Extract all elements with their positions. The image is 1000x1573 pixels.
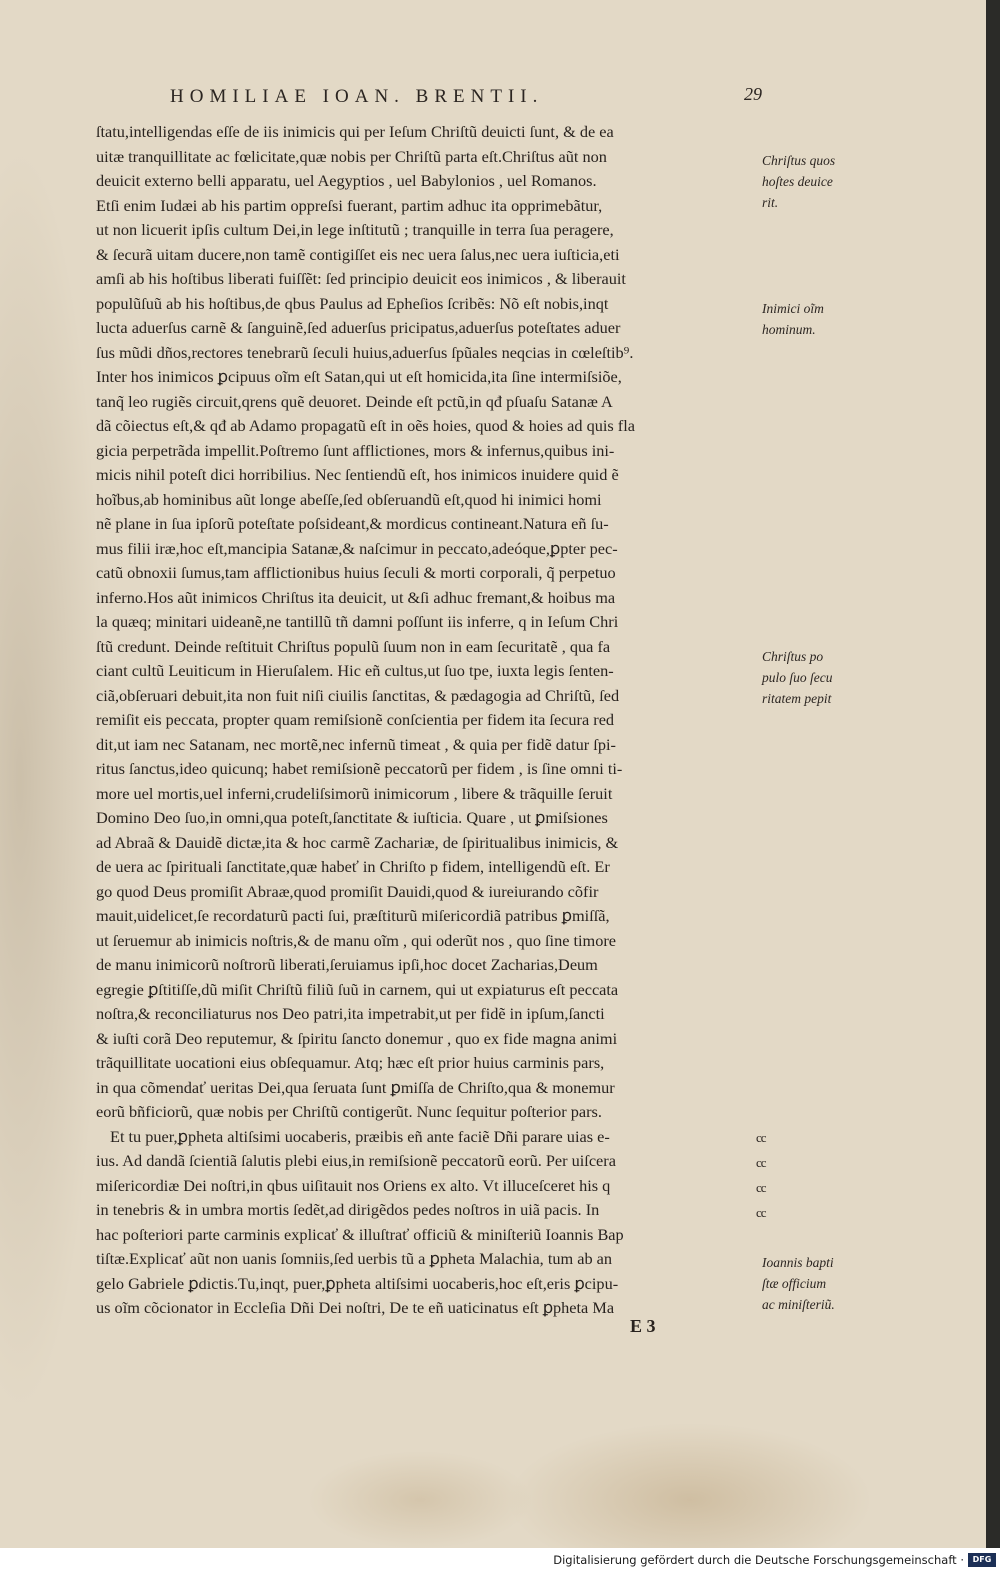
text-line: ſtũ credunt. Deinde reſtituit Chriſtus populũ ſuum non in eam ſecuritatẽ , qua fa	[96, 636, 611, 656]
footer-bar	[0, 1548, 1000, 1573]
marginal-note-1	[762, 150, 854, 213]
marginal-note-line: Chriſtus po	[762, 649, 824, 664]
text-line: in tenebris & in umbra mortis ſedẽt,ad dirigẽdos pedes noſtros in uiã pacis. In	[96, 1200, 600, 1219]
text-line: catũ obnoxii ſumus,tam afflictionibus huius ſeculi & morti corporali, q̃ perpetuo	[96, 563, 616, 582]
quote-mark: cc	[756, 1155, 766, 1170]
text-line: gelo Gabriele ꝑdictis.Tu,inqt, puer,ꝑpheta altiſsimi uocaberis,hoc eſt,eris ꝑcipu-	[96, 1273, 619, 1293]
text-line: de uera ac ſpirituali ſanctitate,quæ habeť in Chriſto p fidem, intelligendũ eſt. Er	[96, 857, 610, 876]
marginal-note-line: ac miniſteriũ.	[762, 1297, 835, 1312]
text-line: Et tu puer,ꝑpheta altiſsimi uocaberis, præibis eñ ante faciẽ Dñi parare uias e-	[110, 1126, 610, 1146]
text-line: de manu inimicorũ noſtrorũ liberati,ſeruiamus ipſi,hoc docet Zacharias,Deum	[96, 955, 598, 974]
text-line: inferno.Hos aũt inimicos Chriſtus ita deuicit, ut &ſi adhuc fremant,& hoibus ma	[96, 587, 616, 607]
signature-mark: E 3	[630, 1316, 656, 1336]
text-line: ſtatu,intelligendas eſſe de iis inimicis qui per Ieſum Chriſtũ deuicti ſunt, & de ea	[96, 122, 614, 141]
running-title: HOMILIAE IOAN. BRENTII.	[170, 86, 544, 107]
text-line: egregie ꝑſtitiſſe,dũ miſit Chriſtũ filiũ ſuũ in carnem, qui ut expiaturus eſt peccata	[96, 979, 619, 999]
text-line: uitæ tranquillitate ac fœlicitate,quæ nobis per Chriſtũ parta eſt.Chriſtus aũt non	[96, 146, 607, 166]
quote-mark: cc	[756, 1205, 766, 1220]
marginal-note-3	[762, 646, 854, 709]
text-line: tiſtæ.Explicať aũt non uanis ſomniis,ſed uerbis tũ a ꝑpheta Malachia, tum ab an	[96, 1249, 613, 1268]
text-line: la quæq; minitari uideanẽ,ne tantillũ tñ damni poſſunt iis inferre, q in Ieſum Chri	[96, 612, 619, 631]
text-line: ad Abraã & Dauidẽ dictæ,ita & hoc carmẽ Zachariæ, de ſpiritualibus inimicis, &	[96, 832, 619, 852]
marginal-note-line: ſtæ officium	[762, 1276, 827, 1291]
text-line: dit,ut iam nec Satanam, nec mortẽ,nec infernũ timeat , & quia per fidẽ datur ſpi-	[96, 734, 616, 754]
text-line: ut ſeruemur ab inimicis noſtris,& de manu oĩm , qui oderũt nos , quo ſine timore	[96, 930, 617, 950]
marginal-note-line: hoſtes deuice	[762, 174, 833, 189]
text-line: ſus mũdi dños,rectores tenebrarũ ſeculi huius,aduerſus ſpũales neqcias in cœleſtib⁹.	[96, 342, 634, 362]
marginal-note-line: Ioannis bapti	[762, 1255, 834, 1270]
quote-mark: cc	[756, 1180, 766, 1195]
text-line: hac poſteriori parte carminis explicať & illuſtrať officiũ & miniſteriũ Ioannis Bap	[96, 1224, 624, 1244]
text-line: go quod Deus promiſit Abraæ,quod promiſit Dauidi,quod & iureiurando cõfir	[96, 881, 599, 901]
text-line: lucta aduerſus carnẽ & ſanguinẽ,ſed aduerſus pricipatus,aduerſus poteſtates aduer	[96, 318, 621, 337]
text-line: noſtra,& reconciliaturus nos Deo patri,ita impetrabit,ut per fidẽ in ipſum,ſancti	[96, 1004, 605, 1023]
text-line: mauit,uidelicet,ſe recordaturũ pacti ſui, præſtiturũ miſericordiã patribus ꝑmiſſã,	[96, 906, 610, 925]
text-line: Domino Deo ſuo,in omni,qua poteſt,ſanctitate & iuſticia. Quare , ut ꝑmiſsiones	[96, 808, 608, 827]
quote-mark: cc	[756, 1130, 766, 1145]
marginal-note-4	[762, 1252, 854, 1315]
text-line: deuicit externo belli apparatu, uel Aegyptios , uel Babylonios , uel Romanos.	[96, 171, 597, 190]
text-line: in qua cõmendať ueritas Dei,qua ſeruata ſunt ꝑmiſſa de Chriſto,qua & monemur	[96, 1077, 615, 1097]
dfg-logo-icon: DFG	[968, 1553, 996, 1567]
folio-number: 29	[744, 84, 762, 104]
text-line: Inter hos inimicos ꝑcipuus oĩm eſt Satan,qui ut eſt homicida,ita ſine intermiſsiõe,	[96, 367, 622, 386]
text-line: more uel mortis,uel inferni,crudeliſsimorũ inimicorum , libere & trãquille ſeruit	[96, 783, 613, 803]
text-line: eorũ bñficiorũ, quæ nobis per Chriſtũ contigerũt. Nunc ſequitur poſterior pars.	[96, 1102, 602, 1121]
body-text	[96, 120, 756, 1321]
text-line: amſi ab his hoſtibus liberati fuiſſẽt: ſed principio deuicit eos inimicos , & liberauit	[96, 269, 626, 288]
text-line: miſericordiæ Dei noſtri,in qbus uiſitauit nos Oriens ex alto. Vt illuceſceret his q	[96, 1175, 611, 1195]
text-line: ut non licuerit ipſis cultum Dei,in lege inſtitutũ ; tranquille in terra ſua peragere,	[96, 220, 614, 239]
text-line: gicia perpetrãda impellit.Poſtremo ſunt afflictiones, mors & infernus,quibus ini-	[96, 440, 615, 460]
text-line: trãquillitate uocationi eius obſequamur. Atq; hæc eſt prior huius carminis pars,	[96, 1053, 605, 1072]
text-line: ius. Ad dandã ſcientiã ſalutis plebi eius,in remiſsionẽ peccatorũ eorũ. Per uiſcera	[96, 1151, 616, 1170]
text-line: ciã,obſeruari debuit,ita non fuit niſi ciuilis ſanctitas, & pædagogia ad Chriſtũ, ſed	[96, 685, 620, 705]
text-line: Etſi enim Iudæi ab his partim oppreſsi fuerant, partim adhuc ita opprimebãtur,	[96, 195, 603, 215]
marginal-note-line: hominum.	[762, 322, 816, 337]
text-line: tanq̃ leo rugiẽs circuit,qrens quẽ deuoret. Deinde eſt pctũ,in qđ pſuaſu Satanæ A	[96, 391, 613, 411]
marginal-note-line: rit.	[762, 195, 779, 210]
text-line: & iuſti corã Deo reputemur, & ſpiritu ſancto donemur , quo ex fide magna animi	[96, 1028, 618, 1048]
marginal-note-line: Inimici oĩm	[762, 301, 824, 316]
text-line: & ſecurã uitam ducere,non tamẽ contigiſſet eis nec uera ſalus,nec uera iuſticia,eti	[96, 244, 620, 264]
marginal-note-line: ritatem pepit	[762, 691, 832, 706]
funding-notice: Digitalisierung gefördert durch die Deutsche Forschungsgemeinschaft ·	[553, 1553, 964, 1567]
text-line: ciant cultũ Leuiticum in Hieruſalem. Hic eñ cultus,ut ſuo tpe, iuxta legis ſenten-	[96, 661, 614, 680]
text-line: micis nihil poteſt dici horribilius. Nec ſentiendũ eſt, hos inimicos inuidere quid ẽ	[96, 465, 619, 484]
marginal-note-2	[762, 298, 854, 340]
text-line: hoĩbus,ab hominibus aũt longe abeſſe,ſed obſeruandũ eſt,quod hi inimici homi	[96, 489, 602, 509]
text-line: mus filii iræ,hoc eſt,mancipia Satanæ,& naſcimur in peccato,adeóque,ꝑpter pec-	[96, 538, 618, 558]
marginal-note-line: Chriſtus quos	[762, 153, 836, 168]
marginal-note-line: pulo ſuo ſecu	[762, 670, 833, 685]
text-line: remiſit eis peccata, propter quam remiſsionẽ conſcientia per fidem ita ſecura red	[96, 710, 615, 729]
text-line: dã cõiectus eſt,& qđ ab Adamo propagatũ eſt in oẽs hoies, quod & hoies ad quis fla	[96, 416, 635, 435]
page-edge	[986, 0, 1000, 1548]
text-line: nẽ plane in ſua ipſorũ poteſtate poſsideant,& mordicus contineant.Natura eñ ſu-	[96, 514, 609, 533]
text-line: populũſuũ ab his hoſtibus,de qbus Paulus ad Epheſios ſcribẽs: Nõ eſt nobis,inqt	[96, 293, 609, 313]
text-line: ritus ſanctus,ideo quicunq; habet remiſsionẽ peccatorũ per fidem , is ſine omni ti-	[96, 759, 623, 778]
text-line: us oĩm cõcionator in Eccleſia Dñi Dei noſtri, De te eñ uaticinatus eſt ꝑpheta Ma	[96, 1298, 615, 1317]
